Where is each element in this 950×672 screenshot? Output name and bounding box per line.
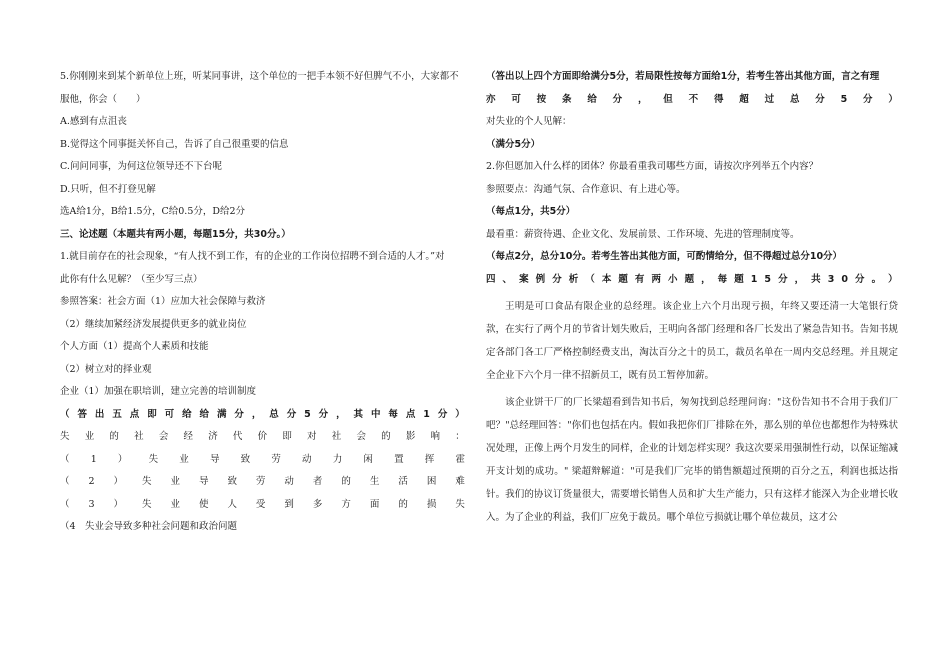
question-2: 2.你但愿加入什么样的团体？你最看重我司哪些方面，请按次序列举五个内容？ (486, 161, 819, 172)
impact-item-4: （4 失业会导致多种社会问题和政治问题 (60, 521, 238, 532)
question-1-line-2: 此你有什么见解？（至少写三点） (60, 273, 203, 285)
section-4-heading: 四 、 案 例 分 析 （ 本 题 有 两 小 题 ， 每 题 1 5 分 ， 共 3 0 分 。 ） (486, 273, 898, 285)
option-c: C.问问同事，为何这位领导还不下台呢 (60, 161, 222, 172)
question-5-line-2: 服他，你会（ ） (60, 93, 146, 105)
option-d: D.只听，但不打登见解 (60, 183, 156, 195)
scoring-note-2: （每点2分，总分10分。若考生答出其他方面，可酌情给分，但不得超过总分10分） (486, 251, 843, 262)
question-5-line-1: 5.你刚刚来到某个新单位上班，听某同事讲，这个单位的一把手本领不好但脾气不小，大家都不 (60, 71, 459, 82)
option-b: B.觉得这个同事挺关怀自己，告诉了自己很重要的信息 (60, 138, 289, 150)
answer-social-2: （2）继续加紧经济发展提供更多的就业岗位 (60, 318, 247, 330)
answer-social-1: 参照答案：社会方面（1）应加大社会保障与救济 (60, 296, 266, 307)
case-paragraph-1: 王明是可口食品有限企业的总经理。该企业上六个月出现亏损，年终又要还清一大笔银行贷款，在实行了两个月的节省计划失败后，王明向各部门经理和各厂长发出了紧急告知书。告知书规定各部门各工厂严格控制经费支出，淘汰百分之十的员工，裁员名单在一周内交总经理。并且规定全企业下六个月一律不招新员工，既有员工暂停加薪。 (486, 301, 898, 381)
impact-item-3: （ 3 ） 失 业 使 人 受 到 多 方 面 的 损 失 (60, 498, 465, 510)
most-valued-answer: 最看重：薪资待遇、企业文化、发展前景、工作环境、先进的管理制度等。 (486, 228, 800, 240)
answer-personal-2: （2）树立对的择业观 (60, 363, 152, 375)
scoring-note-1-line-1: （答出以上四个方面即给满分5分，若局限性按每方面给1分，若考生答出其他方面，言之有理 (486, 71, 880, 82)
scoring-rule: 选A给1分，B给1.5分，C给0.5分，D给2分 (60, 206, 246, 217)
impact-item-2: （ 2 ） 失 业 导 致 劳 动 者 的 生 活 困 难 (60, 476, 465, 487)
option-a: A.感到有点沮丧 (60, 116, 127, 127)
full-score-note: （满分5分） (486, 138, 541, 150)
answer-personal-1: 个人方面（1）提高个人素质和技能 (60, 341, 209, 352)
question-1-line-1: 1.就目前存在的社会现象，“有人找不到工作，有的企业的工作岗位招聘不到合适的人才。”对 (60, 251, 445, 262)
left-column (60, 70, 465, 543)
impact-item-1: （ 1 ） 失 业 导 致 劳 动 力 闲 置 挥 霍 (60, 453, 465, 465)
answer-enterprise-1: 企业（1）加强在职培训，建立完善的培训制度 (60, 386, 257, 397)
unemployment-impact-line: 失 业 的 社 会 经 济 代 价 即 对 社 会 的 影 响 ： (60, 431, 465, 442)
scoring-note-five-points: （ 答 出 五 点 即 可 给 给 满 分 ， 总 分 5 分 ， 其 中 每 点 1 分 ） (60, 408, 465, 420)
per-point-note: （每点1分，共5分） (486, 206, 576, 217)
reference-points: 参照要点：沟通气氛、合作意识、有上进心等。 (486, 183, 686, 195)
case-paragraph-2: 该企业饼干厂的厂长梁超看到告知书后，匆匆找到总经理问询："这份告知书不合用于我们厂吧？"总经理回答："你们也包括在内。假如我把你们厂排除在外，那么别的单位也都想作为特殊状况处理，正像上两个月发生的同样，企业的计划怎样实现？我这次要采用强制性行动，以保证缩减开支计划的成功。" 梁超辩解道："可是我们厂完毕的销售额超过预期的百分之五，利润也抵达指针。我们的协议订货量很大，需要增长销售人员和扩大生产能力，只有这样才能深入为企业增长收入。为了企业的利益，我们厂应免于裁员。哪个单位亏损就让哪个单位裁员，这才公 (486, 397, 898, 523)
section-3-heading: 三、论述题（本题共有两小题，每题15分，共30分。） (60, 228, 291, 240)
personal-opinion-label: 对失业的个人见解： (486, 116, 572, 127)
scoring-note-1-line-2: 亦 可 按 条 给 分 ， 但 不 得 超 过 总 分 5 分 ） (486, 93, 898, 105)
right-column (486, 70, 898, 529)
